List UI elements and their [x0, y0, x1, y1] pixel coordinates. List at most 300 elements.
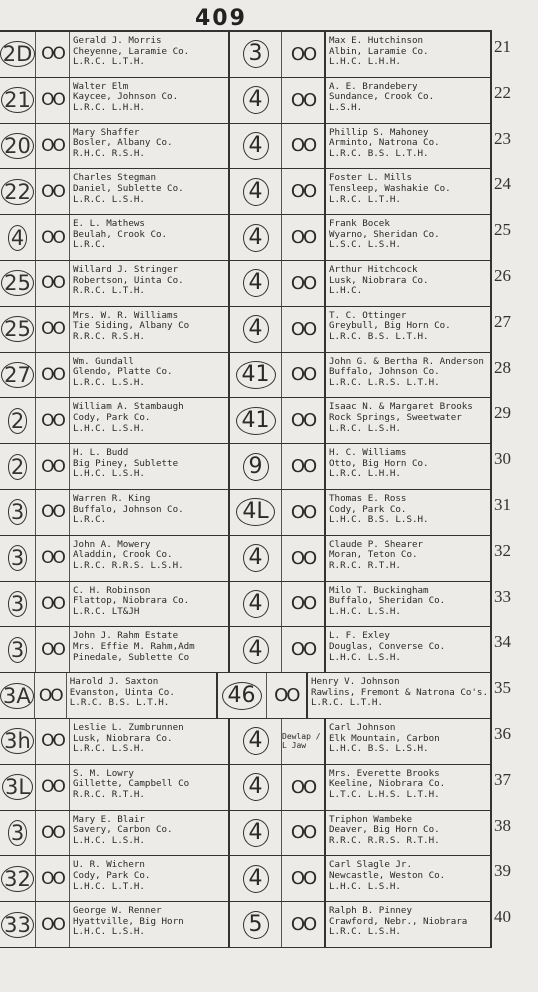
owner-cell-left	[70, 811, 230, 856]
row-number: 39	[494, 861, 511, 881]
ear-mark-cell-right	[282, 307, 326, 352]
owner-place: Buffalo, Sheridan Co.	[329, 595, 446, 607]
brand-cell-left	[0, 261, 36, 306]
brand-ledger-table	[0, 30, 511, 948]
owner-cell-left	[70, 169, 230, 214]
owner-location-code: L.R.C.	[73, 239, 107, 251]
owner-place: Daniel, Sublette Co.	[73, 182, 184, 194]
owner-name: John A. Mowery	[73, 538, 151, 550]
owner-cell-right	[308, 673, 490, 718]
owner-location-code: L.S.H.	[329, 101, 363, 113]
owner-name: Foster L. Mills	[329, 172, 412, 184]
ear-mark-symbol: OO	[290, 89, 316, 111]
owner-cell-right	[326, 215, 490, 260]
ledger-row	[0, 902, 511, 948]
owner-location-code: R.R.C. R.T.H.	[73, 788, 145, 800]
row-number: 33	[494, 586, 511, 606]
owner-cell-right	[326, 398, 490, 443]
owner-cell-left	[70, 78, 230, 123]
owner-place: Sundance, Crook Co.	[329, 91, 435, 103]
owner-name: Walter Elm	[73, 80, 129, 92]
ear-mark-symbol: OO	[290, 501, 316, 523]
owner-location-code: L.R.C. L.H.H.	[329, 468, 401, 480]
row-number: 38	[494, 815, 511, 835]
owner-location-code: L.H.C. B.S. L.S.H.	[329, 514, 429, 526]
brand-cell-left	[0, 856, 36, 901]
brand-symbol: 4	[243, 590, 269, 618]
ear-mark-cell-right	[282, 582, 326, 627]
row-number: 31	[494, 494, 511, 514]
ear-mark-cell-right	[282, 215, 326, 260]
brand-symbol: 41	[236, 361, 276, 389]
ear-mark-symbol: OO	[41, 502, 64, 523]
owner-cell-left	[70, 582, 230, 627]
ear-mark-cell-left	[36, 169, 70, 214]
owner-location-code: R.R.C. R.T.H.	[329, 559, 401, 571]
brand-symbol: 46	[222, 682, 262, 710]
owner-name: Frank Bocek	[329, 218, 390, 230]
owner-name: L. F. Exley	[329, 630, 390, 642]
owner-place: Lusk, Niobrara Co.	[73, 732, 173, 744]
brand-symbol: 3L	[2, 774, 33, 800]
owner-place: Cheyenne, Laramie Co.	[73, 45, 190, 57]
brand-symbol: 4	[243, 727, 269, 755]
ear-mark-cell-right	[282, 856, 326, 901]
owner-cell-left	[70, 536, 230, 581]
ear-mark-symbol: OO	[290, 227, 316, 249]
brand-symbol: 3	[8, 545, 27, 571]
brand-cell-left	[0, 673, 35, 718]
owner-location-code: L.H.C. L.S.H.	[329, 605, 401, 617]
owner-place: Greybull, Big Horn Co.	[329, 320, 451, 332]
brand-cell-right	[230, 856, 282, 901]
brand-symbol: 5	[243, 911, 269, 939]
ear-mark-symbol: OO	[290, 639, 316, 661]
ledger-row	[0, 673, 511, 719]
owner-name: Thomas E. Ross	[329, 492, 407, 504]
brand-symbol: 3	[8, 499, 27, 525]
owner-location-code: L.R.C. L.S.H.	[329, 422, 401, 434]
owner-location-code: L.R.C. LT&JH	[73, 605, 140, 617]
brand-symbol: 9	[243, 453, 269, 481]
ear-mark-note: Dewlap / L Jaw	[282, 732, 321, 751]
owner-place: Buffalo, Johnson Co.	[73, 503, 184, 515]
owner-location-code: L.H.C. L.S.H.	[73, 834, 145, 846]
ear-mark-cell-right	[282, 169, 326, 214]
owner-place: Big Piney, Sublette	[73, 457, 179, 469]
ear-mark-symbol: OO	[290, 135, 316, 157]
owner-place: Tensleep, Washakie Co.	[329, 182, 451, 194]
owner-place: Cody, Park Co.	[329, 503, 407, 515]
owner-location-code: L.R.C. L.S.H.	[73, 743, 145, 755]
brand-cell-left	[0, 307, 36, 352]
brand-cell-right	[230, 444, 282, 489]
ear-mark-symbol: OO	[41, 227, 64, 248]
ear-mark-cell-right	[282, 902, 326, 947]
ear-mark-cell-right	[282, 627, 326, 672]
owner-location-code: L.H.C. B.S. L.S.H.	[329, 743, 429, 755]
brand-cell-left	[0, 124, 36, 169]
owner-cell-left	[70, 32, 230, 77]
ear-mark-symbol: OO	[41, 135, 64, 156]
brand-symbol: 3A	[0, 683, 34, 709]
ledger-row	[0, 627, 511, 673]
owner-name: Henry V. Johnson	[310, 676, 400, 688]
owner-location-code: L.H.C. L.S.H.	[329, 651, 401, 663]
ear-mark-cell-left	[36, 719, 70, 764]
ledger-row	[0, 353, 511, 399]
owner-name: E. L. Mathews	[73, 218, 145, 230]
brand-cell-right	[230, 398, 282, 443]
ear-mark-symbol: OO	[41, 181, 64, 202]
ledger-row	[0, 169, 511, 215]
ear-mark-cell-right	[282, 261, 326, 306]
owner-name: Warren R. King	[73, 492, 151, 504]
brand-cell-right	[230, 307, 282, 352]
owner-place: Rock Springs, Sweetwater	[329, 411, 462, 423]
ledger-row	[0, 32, 511, 78]
owner-place: Newcastle, Weston Co.	[329, 869, 446, 881]
ear-mark-cell-left	[36, 856, 70, 901]
ear-mark-symbol: OO	[41, 364, 64, 385]
owner-location-code: L.R.C. B.S. L.T.H.	[329, 330, 429, 342]
ear-mark-cell-right	[282, 719, 326, 764]
brand-cell-right	[230, 902, 282, 947]
owner-location-code: L.R.C. L.R.S. L.T.H.	[329, 376, 440, 388]
ear-mark-cell-right	[282, 490, 326, 535]
owner-place: Savery, Carbon Co.	[73, 824, 173, 836]
owner-place: Mrs. Effie M. Rahm,Adm	[73, 640, 195, 652]
owner-name: John G. & Bertha R. Anderson	[329, 355, 484, 367]
owner-location-code: L.H.C.	[329, 285, 363, 297]
brand-symbol: 4L	[236, 498, 274, 526]
brand-cell-right	[230, 169, 282, 214]
owner-name: U. R. Wichern	[73, 859, 145, 871]
owner-cell-left	[70, 627, 230, 672]
ear-mark-cell-right	[282, 536, 326, 581]
ear-mark-cell-left	[36, 902, 70, 947]
ear-mark-cell-right	[282, 78, 326, 123]
owner-location-code: L.H.C. L.S.H.	[73, 926, 145, 938]
brand-symbol: 4	[243, 819, 269, 847]
brand-symbol: 41	[236, 407, 276, 435]
ear-mark-symbol: OO	[38, 685, 62, 706]
owner-name: Triphon Wambeke	[329, 813, 412, 825]
ear-mark-symbol: OO	[290, 181, 316, 203]
ear-mark-cell-right	[282, 444, 326, 489]
owner-name: Carl Slagle Jr.	[329, 859, 412, 871]
ear-mark-symbol: OO	[41, 456, 64, 477]
brand-cell-right	[230, 490, 282, 535]
owner-cell-right	[326, 307, 490, 352]
ear-mark-symbol: OO	[41, 410, 64, 431]
row-number: 29	[494, 403, 511, 423]
ear-mark-symbol: OO	[41, 777, 64, 798]
ledger-row	[0, 765, 511, 811]
ear-mark-symbol: OO	[290, 43, 316, 65]
ear-mark-symbol: OO	[41, 593, 64, 614]
ear-mark-symbol: OO	[290, 593, 316, 615]
owner-name: Wm. Gundall	[73, 355, 134, 367]
brand-cell-left	[0, 902, 36, 947]
owner-location-code: R.R.C. L.T.H.	[73, 285, 145, 297]
owner-location-code: L.H.C. L.H.H.	[329, 56, 401, 68]
ear-mark-symbol: OO	[290, 914, 316, 936]
owner-location-code: L.H.C. L.S.H.	[329, 880, 401, 892]
owner-location-code: R.R.C. R.R.S. R.T.H.	[329, 834, 440, 846]
owner-location-code: R.R.C. R.S.H.	[73, 330, 145, 342]
owner-location-code: L.R.C. L.S.H.	[73, 376, 145, 388]
owner-place: Moran, Teton Co.	[329, 549, 418, 561]
brand-symbol: 4	[243, 132, 269, 160]
row-number: 25	[494, 220, 511, 240]
brand-cell-left	[0, 32, 36, 77]
owner-cell-right	[326, 902, 490, 947]
owner-name: C. H. Robinson	[73, 584, 151, 596]
ear-mark-symbol: OO	[290, 364, 316, 386]
owner-location-code: L.R.C. L.T.H.	[329, 193, 401, 205]
owner-location-code: L.R.C. L.T.H.	[73, 56, 145, 68]
owner-cell-left	[70, 353, 230, 398]
brand-symbol: 2D	[0, 41, 35, 67]
brand-cell-left	[0, 78, 36, 123]
brand-symbol: 4	[243, 773, 269, 801]
ear-mark-cell-right	[282, 398, 326, 443]
brand-cell-right	[230, 719, 282, 764]
owner-place: Beulah, Crook Co.	[73, 228, 168, 240]
ear-mark-cell-left	[35, 673, 67, 718]
owner-name: Carl Johnson	[329, 721, 396, 733]
brand-symbol: 2	[8, 454, 27, 480]
owner-place: Arminto, Natrona Co.	[329, 137, 440, 149]
brand-cell-right	[230, 353, 282, 398]
ear-mark-cell-left	[36, 811, 70, 856]
page-number: 409	[195, 6, 247, 31]
ear-mark-symbol: OO	[41, 868, 64, 889]
brand-cell-right	[230, 811, 282, 856]
owner-cell-right	[326, 765, 490, 810]
owner-name: Ralph B. Pinney	[329, 905, 412, 917]
ledger-row	[0, 307, 511, 353]
ear-mark-cell-left	[36, 78, 70, 123]
ear-mark-cell-right	[282, 765, 326, 810]
ear-mark-symbol: OO	[290, 776, 316, 798]
owner-location-code: L.R.C. R.R.S. L.S.H.	[73, 559, 184, 571]
row-number: 30	[494, 449, 511, 469]
brand-symbol: 4	[243, 315, 269, 343]
owner-place: Gillette, Campbell Co	[73, 778, 190, 790]
owner-name: H. C. Williams	[329, 447, 407, 459]
brand-cell-left	[0, 582, 36, 627]
owner-name: Gerald J. Morris	[73, 35, 162, 46]
ear-mark-symbol: OO	[41, 548, 64, 569]
ear-mark-cell-right	[282, 124, 326, 169]
owner-location-code: L.H.C. L.S.H.	[73, 468, 145, 480]
row-number: 24	[494, 174, 511, 194]
owner-place: Elk Mountain, Carbon	[329, 732, 440, 744]
brand-symbol: 20	[1, 133, 34, 159]
brand-symbol: 3	[8, 820, 27, 846]
brand-cell-right	[230, 78, 282, 123]
brand-symbol: 33	[1, 912, 34, 938]
owner-cell-left	[70, 261, 230, 306]
owner-name: S. M. Lowry	[73, 767, 134, 779]
ledger-row	[0, 811, 511, 857]
row-number: 22	[494, 82, 511, 102]
brand-symbol: 27	[1, 362, 34, 388]
ear-mark-symbol: OO	[290, 822, 316, 844]
row-number: 21	[494, 37, 511, 56]
owner-location-code: L.T.C. L.H.S. L.T.H.	[329, 788, 440, 800]
row-number: 36	[494, 723, 511, 743]
row-number: 40	[494, 907, 511, 927]
owner-name: George W. Renner	[73, 905, 162, 917]
owner-name: William A. Stambaugh	[73, 401, 184, 413]
ear-mark-symbol: OO	[290, 456, 316, 478]
owner-place: Rawlins, Fremont & Natrona Co's.	[310, 686, 488, 698]
row-number: 23	[494, 128, 511, 148]
brand-symbol: 4	[243, 86, 269, 114]
owner-name: Milo T. Buckingham	[329, 584, 429, 596]
ledger-row	[0, 490, 511, 536]
owner-place: Keeline, Niobrara Co.	[329, 778, 446, 790]
brand-symbol: 3	[243, 40, 269, 68]
brand-cell-left	[0, 169, 36, 214]
owner-cell-left	[70, 124, 230, 169]
ear-mark-symbol: OO	[290, 272, 316, 294]
brand-cell-right	[230, 627, 282, 672]
owner-name: Mrs. W. R. Williams	[73, 309, 179, 321]
brand-cell-left	[0, 490, 36, 535]
owner-cell-left	[70, 398, 230, 443]
ledger-row	[0, 444, 511, 490]
owner-cell-left	[70, 902, 230, 947]
owner-name: Leslie L. Zumbrunnen	[73, 721, 184, 733]
owner-cell-right	[326, 719, 490, 764]
brand-symbol: 4	[243, 636, 269, 664]
owner-location-code: L.R.C. B.S. L.T.H.	[69, 697, 170, 709]
brand-symbol: 4	[243, 865, 269, 893]
ledger-row	[0, 124, 511, 170]
brand-cell-left	[0, 398, 36, 443]
ledger-row	[0, 582, 511, 628]
owner-location-code: L.R.C. L.S.H.	[329, 926, 401, 938]
ledger-row	[0, 215, 511, 261]
brand-symbol: 25	[1, 270, 34, 296]
ear-mark-symbol: OO	[41, 822, 64, 843]
ear-mark-cell-left	[36, 215, 70, 260]
ledger-row	[0, 261, 511, 307]
brand-cell-left	[0, 811, 36, 856]
owner-name: Willard J. Stringer	[73, 263, 179, 275]
owner-cell-right	[326, 811, 490, 856]
brand-symbol: 4	[243, 269, 269, 297]
brand-cell-right	[230, 32, 282, 77]
brand-cell-left	[0, 765, 36, 810]
ledger-row	[0, 719, 511, 765]
owner-location-code: L.R.C. L.T.H.	[310, 697, 383, 709]
ear-mark-cell-left	[36, 124, 70, 169]
brand-symbol: 4	[8, 225, 27, 251]
owner-location-code: L.R.C. B.S. L.T.H.	[329, 147, 429, 159]
owner-location-code: L.R.C.	[73, 514, 107, 526]
owner-place: Lusk, Niobrara Co.	[329, 274, 429, 286]
ledger-row	[0, 536, 511, 582]
owner-cell-left	[70, 307, 230, 352]
ear-mark-symbol: OO	[290, 318, 316, 340]
ledger-row	[0, 398, 511, 444]
owner-place: Wyarno, Sheridan Co.	[329, 228, 440, 240]
owner-place: Aladdin, Crook Co.	[73, 549, 173, 561]
owner-location-code: L.H.C. L.T.H.	[73, 880, 145, 892]
brand-cell-left	[0, 627, 36, 672]
owner-name: Mary E. Blair	[73, 813, 145, 825]
owner-name: Mrs. Everette Brooks	[329, 767, 440, 779]
owner-location-code: L.R.C. L.H.H.	[73, 101, 145, 113]
owner-name: Max E. Hutchinson	[329, 35, 424, 46]
ear-mark-symbol: OO	[290, 868, 316, 890]
owner-place: Douglas, Converse Co.	[329, 640, 446, 652]
owner-place: Deaver, Big Horn Co.	[329, 824, 440, 836]
brand-symbol: 3h	[1, 728, 34, 754]
ear-mark-symbol: OO	[290, 410, 316, 432]
owner-place: Glendo, Platte Co.	[73, 366, 173, 378]
row-number: 32	[494, 540, 511, 560]
owner-location-code: L.S.C. L.S.H.	[329, 239, 401, 251]
brand-symbol: 4	[243, 544, 269, 572]
brand-cell-right	[230, 582, 282, 627]
owner-cell-left	[70, 215, 230, 260]
ear-mark-symbol: OO	[41, 639, 64, 660]
ear-mark-cell-left	[36, 536, 70, 581]
owner-place: Hyattville, Big Horn	[73, 915, 184, 927]
ledger-row	[0, 78, 511, 124]
ear-mark-cell-left	[36, 627, 70, 672]
brand-cell-left	[0, 215, 36, 260]
owner-cell-left	[67, 673, 218, 718]
owner-cell-right	[326, 353, 490, 398]
brand-cell-right	[218, 673, 267, 718]
owner-location-code: L.R.C. L.S.H.	[73, 193, 145, 205]
owner-cell-left	[70, 490, 230, 535]
brand-cell-right	[230, 215, 282, 260]
brand-symbol: 4	[243, 224, 269, 252]
owner-place: Evanston, Uinta Co.	[69, 686, 175, 698]
owner-location-code: L.H.C. L.S.H.	[73, 422, 145, 434]
owner-name: H. L. Budd	[73, 447, 129, 459]
owner-name: Charles Stegman	[73, 172, 156, 184]
ear-mark-cell-left	[36, 353, 70, 398]
owner-cell-right	[326, 261, 490, 306]
ear-mark-symbol: OO	[41, 731, 64, 752]
row-number: 34	[494, 632, 511, 652]
brand-cell-right	[230, 261, 282, 306]
owner-place: Buffalo, Johnson Co.	[329, 366, 440, 378]
owner-cell-left	[70, 719, 230, 764]
row-number: 37	[494, 769, 511, 789]
owner-place: Kaycee, Johnson Co.	[73, 91, 179, 103]
brand-symbol: 3	[8, 637, 27, 663]
owner-cell-right	[326, 32, 490, 77]
owner-cell-right	[326, 627, 490, 672]
brand-symbol: 21	[1, 87, 34, 113]
owner-place: Cody, Park Co.	[73, 869, 151, 881]
ledger-row	[0, 856, 511, 902]
row-number: 35	[494, 678, 511, 698]
row-number: 27	[494, 311, 511, 331]
owner-name: Claude P. Shearer	[329, 538, 424, 550]
brand-cell-left	[0, 444, 36, 489]
